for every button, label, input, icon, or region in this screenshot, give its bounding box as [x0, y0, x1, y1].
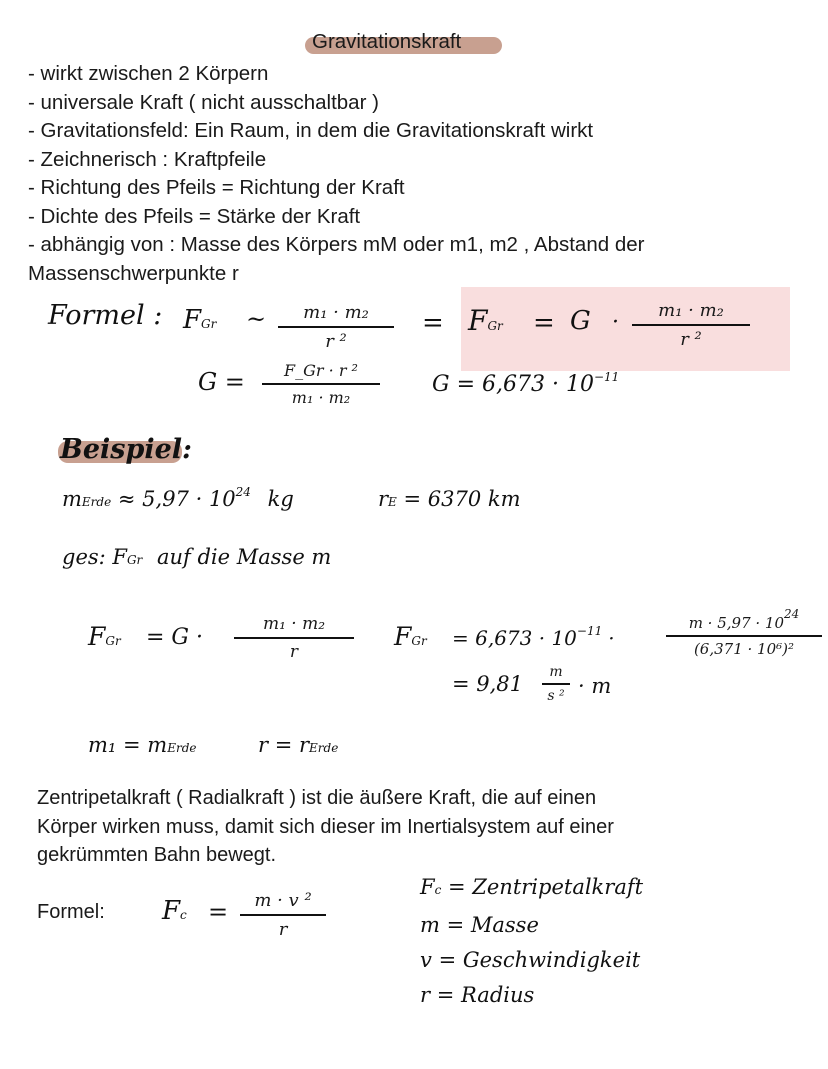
force-equation-rhs: = G · [146, 625, 203, 650]
calc-fraction: $m \cdot 5,97 \cdot 10^{24}$ (6,371 · 10⁶)² [666, 614, 822, 658]
centripetal-fraction: m · v ² r [240, 890, 326, 940]
gravitational-constant-symbol: G [570, 306, 591, 336]
centripetal-force-symbol: Fc [162, 896, 187, 926]
list-item: - Zeichnerisch : Kraftpfeile [28, 147, 267, 171]
list-item: - Richtung des Pfeils = Richtung der Kraft [28, 176, 405, 199]
bullet-list [28, 60, 644, 288]
force-symbol: FGr [468, 304, 503, 337]
equals-sign: = [208, 898, 229, 926]
list-item: - wirkt zwischen 2 Körpern [28, 62, 269, 85]
list-item: - Dichte des Pfeils = Stärke der Kraft [28, 204, 361, 228]
g-formula-lhs: G = [198, 368, 245, 396]
zentripetal-formel-label: Formel: [37, 901, 105, 923]
result-value: = 9,81 [452, 672, 524, 696]
list-item: - Gravitationsfeld: Ein Raum, in dem die Gravitationskraft wirkt [28, 119, 594, 142]
equals-sign: = [533, 308, 555, 338]
m1-definition: m₁ = mErde [88, 733, 197, 757]
legend-item: r = Radius [420, 983, 535, 1007]
dot-operator: · [612, 310, 619, 335]
force-symbol: FGr [183, 305, 217, 335]
legend-item: Fc = Zentripetalkraft [420, 875, 644, 899]
zentripetal-paragraph: Zentripetalkraft ( Radialkraft ) ist die äußere Kraft, die auf einen Körper wirken muss, damit sich dieser im Inertialsystem auf einer gekrümmten Bahn bewegt. [37, 787, 614, 866]
calc-value: = $6,673 \cdot 10^{-11}$ · [452, 624, 615, 650]
proportional-sign: ~ [246, 305, 267, 333]
fraction-m1m2-r: m₁ · m₂ r [234, 614, 354, 662]
result-tail: · m [578, 674, 612, 698]
legend-item: m = Masse [420, 913, 539, 937]
list-item: Massenschwerpunkte r [28, 261, 239, 285]
earth-mass: mErde ≈ $5,97 \cdot 10^{24}$ kg [62, 485, 294, 511]
list-item: - abhängig von : Masse des Körpers mM oder m1, m2 , Abstand der [28, 233, 645, 256]
g-formula-fraction: F_Gr · r ² m₁ · m₂ [262, 361, 380, 407]
force-symbol: FGr [394, 622, 427, 651]
page-title: Gravitationskraft [312, 30, 462, 53]
beispiel-label: Beispiel: [60, 434, 192, 465]
list-item: - universale Kraft ( nicht ausschaltbar ) [28, 90, 379, 114]
equals-sign: = [422, 308, 444, 338]
fraction-m1m2-r2: m₁ · m₂ r ² [278, 302, 394, 352]
earth-radius: rE = 6370 km [378, 487, 521, 511]
fraction-m1m2-r2: m₁ · m₂ r ² [632, 300, 750, 350]
legend-list [420, 870, 643, 1013]
g-value: $G = 6,673 \cdot 10^{-11}$ [432, 370, 620, 397]
force-symbol: FGr [88, 622, 121, 651]
gesucht-line: ges: FGr auf die Masse m [62, 545, 332, 569]
legend-item: v = Geschwindigkeit [420, 948, 641, 972]
r-definition: r = rErde [258, 733, 339, 757]
formel-label: Formel : [48, 300, 163, 331]
result-unit-fraction: m s ² [542, 664, 570, 704]
